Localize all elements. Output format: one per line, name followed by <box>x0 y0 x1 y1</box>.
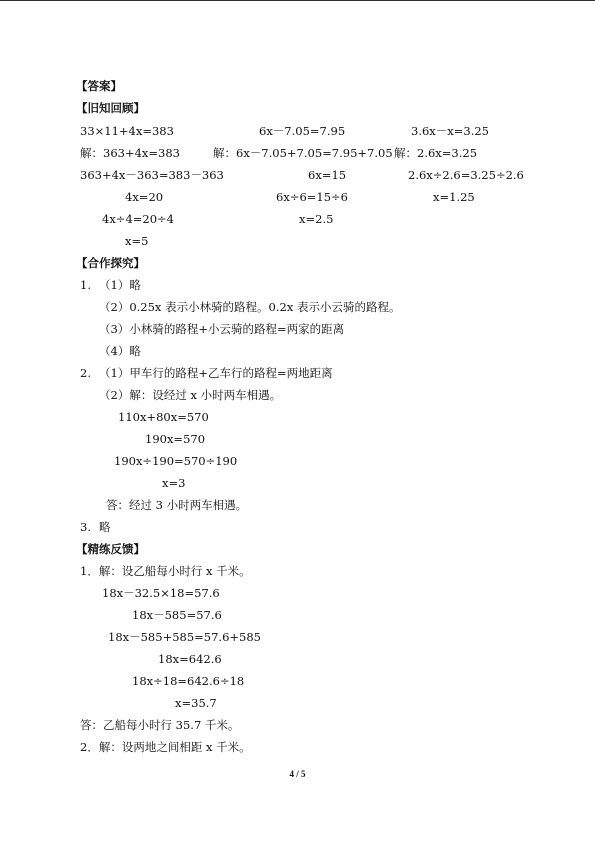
explore-q1-part3: （3）小林骑的路程+小云骑的路程=两家的距离 <box>99 322 345 336</box>
practice-q1-answer: 答：乙船每小时行 35.7 千米。 <box>80 718 240 732</box>
review-col1-line6: x=5 <box>125 234 149 248</box>
practice-q1-intro: 1．解：设乙船每小时行 x 千米。 <box>80 564 251 578</box>
review-col2-line3: 6x=15 <box>308 168 347 182</box>
review-col2-line4: 6x÷6=15÷6 <box>276 190 348 204</box>
explore-q2-part2: （2）解：设经过 x 小时两车相遇。 <box>99 388 282 402</box>
explore-q2-number: 2. <box>80 366 91 380</box>
practice-q1-step4: 18x=642.6 <box>158 652 222 666</box>
heading-explore: 【合作探究】 <box>76 256 145 270</box>
review-col1-line2: 解：363+4x=383 <box>80 146 180 160</box>
review-col3-line1: 3.6x－x=3.25 <box>411 124 490 138</box>
explore-q1-part1: （1）略 <box>99 278 141 292</box>
practice-q1-step2: 18x－585=57.6 <box>132 608 222 622</box>
review-col2-line2: 解：6x－7.05+7.05=7.95+7.05 <box>213 146 393 160</box>
review-col1-line3: 363+4x－363=383－363 <box>80 168 224 182</box>
review-col3-line3: 2.6x÷2.6=3.25÷2.6 <box>408 168 524 182</box>
practice-q1-step6: x=35.7 <box>175 696 217 710</box>
review-col3-line2: 解：2.6x=3.25 <box>394 146 478 160</box>
top-border-line <box>0 0 595 1</box>
practice-q1-step1: 18x－32.5×18=57.6 <box>102 586 220 600</box>
explore-q2-step3: 190x÷190=570÷190 <box>114 454 238 468</box>
practice-q1-step5: 18x÷18=642.6÷18 <box>132 674 245 688</box>
review-col1-line4: 4x=20 <box>125 190 164 204</box>
heading-answer: 【答案】 <box>76 79 122 93</box>
review-col1-line5: 4x÷4=20÷4 <box>102 212 174 226</box>
practice-q1-step3: 18x－585+585=57.6+585 <box>108 630 261 644</box>
page-number: 4 / 5 <box>289 769 306 779</box>
review-col2-line1: 6x－7.05=7.95 <box>259 124 346 138</box>
explore-q2-step4: x=3 <box>162 476 186 490</box>
explore-q1-part4: （4）略 <box>99 344 141 358</box>
explore-q1-number: 1. <box>80 278 91 292</box>
explore-q2-step1: 110x+80x=570 <box>118 410 209 424</box>
explore-q3-number: 3. <box>80 520 91 534</box>
heading-review: 【旧知回顾】 <box>76 101 145 115</box>
explore-q1-part2: （2）0.25x 表示小林骑的路程。0.2x 表示小云骑的路程。 <box>99 300 401 314</box>
review-col2-line5: x=2.5 <box>299 212 334 226</box>
explore-q2-part1: （1）甲车行的路程+乙车行的路程=两地距离 <box>99 366 333 380</box>
review-col1-line1: 33×11+4x=383 <box>80 124 174 138</box>
review-col3-line4: x=1.25 <box>433 190 475 204</box>
explore-q2-step2: 190x=570 <box>145 432 206 446</box>
explore-q2-answer: 答：经过 3 小时两车相遇。 <box>106 498 248 512</box>
practice-q2-intro: 2．解：设两地之间相距 x 千米。 <box>80 740 251 754</box>
explore-q3-text: 略 <box>99 520 111 534</box>
heading-practice: 【精练反馈】 <box>76 542 145 556</box>
